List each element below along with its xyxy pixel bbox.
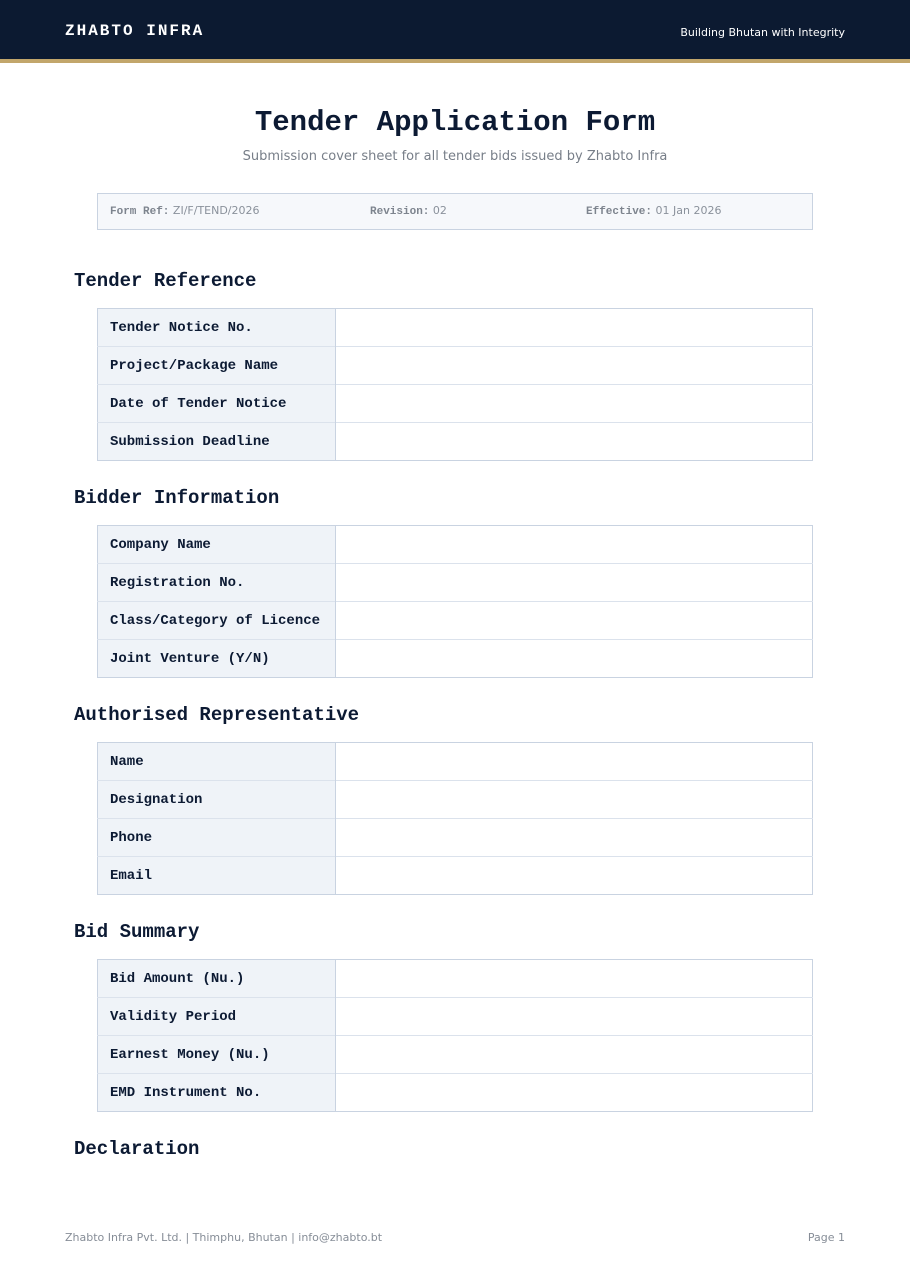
table-row — [98, 423, 813, 461]
earnest-money-field[interactable] — [336, 1036, 813, 1074]
table-row — [98, 960, 813, 998]
table-row — [98, 526, 813, 564]
form-ref-key: Form Ref: — [110, 206, 170, 218]
section-heading-authorised-representative: Authorised Representative — [74, 704, 360, 726]
table-row — [98, 743, 813, 781]
form-ref — [110, 204, 260, 218]
phone-field[interactable] — [336, 819, 813, 857]
page-title: Tender Application Form — [254, 106, 656, 139]
top-banner — [0, 0, 910, 63]
footer-company-info: Zhabto Infra Pvt. Ltd. | Thimphu, Bhutan | info@zhabto.bt — [65, 1231, 383, 1244]
table-row — [98, 640, 813, 678]
form-meta-bar — [97, 193, 813, 230]
project-package-name-field[interactable] — [336, 347, 813, 385]
table-row — [98, 781, 813, 819]
section-heading-declaration: Declaration — [74, 1138, 200, 1160]
licence-class-field[interactable] — [336, 602, 813, 640]
field-label: Validity Period — [98, 998, 336, 1036]
header-tagline: Building Bhutan with Integrity — [680, 26, 845, 39]
section-heading-bidder-information: Bidder Information — [74, 487, 280, 509]
table-row — [98, 819, 813, 857]
bidder-information-table — [97, 525, 813, 678]
bid-amount-field[interactable] — [336, 960, 813, 998]
brand-logo-text: ZHABTO INFRA — [65, 22, 205, 40]
table-row — [98, 1074, 813, 1112]
footer-page-number: Page 1 — [807, 1231, 845, 1244]
page-subtitle: Submission cover sheet for all tender bids issued by Zhabto Infra — [242, 149, 668, 164]
effective-value: 01 Jan 2026 — [655, 204, 722, 217]
designation-field[interactable] — [336, 781, 813, 819]
tender-notice-no-field[interactable] — [336, 309, 813, 347]
field-label: Company Name — [98, 526, 336, 564]
field-label: Name — [98, 743, 336, 781]
email-field[interactable] — [336, 857, 813, 895]
company-name-field[interactable] — [336, 526, 813, 564]
form-ref-value: ZI/F/TEND/2026 — [172, 204, 260, 217]
table-row — [98, 309, 813, 347]
field-label: Class/Category of Licence — [98, 602, 336, 640]
table-row — [98, 1036, 813, 1074]
table-row — [98, 564, 813, 602]
joint-venture-field[interactable] — [336, 640, 813, 678]
tender-reference-table — [97, 308, 813, 461]
field-label: Earnest Money (Nu.) — [98, 1036, 336, 1074]
effective-date — [586, 204, 721, 218]
field-label: Phone — [98, 819, 336, 857]
submission-deadline-field[interactable] — [336, 423, 813, 461]
field-label: Date of Tender Notice — [98, 385, 336, 423]
rep-name-field[interactable] — [336, 743, 813, 781]
validity-period-field[interactable] — [336, 998, 813, 1036]
table-row — [98, 857, 813, 895]
revision-value: 02 — [432, 204, 447, 217]
tender-notice-date-field[interactable] — [336, 385, 813, 423]
effective-key: Effective: — [586, 206, 653, 218]
field-label: Bid Amount (Nu.) — [98, 960, 336, 998]
registration-no-field[interactable] — [336, 564, 813, 602]
table-row — [98, 998, 813, 1036]
revision — [370, 204, 447, 218]
section-heading-tender-reference: Tender Reference — [74, 270, 257, 292]
field-label: Submission Deadline — [98, 423, 336, 461]
field-label: Email — [98, 857, 336, 895]
table-row — [98, 347, 813, 385]
table-row — [98, 602, 813, 640]
field-label: EMD Instrument No. — [98, 1074, 336, 1112]
field-label: Designation — [98, 781, 336, 819]
field-label: Registration No. — [98, 564, 336, 602]
field-label: Tender Notice No. — [98, 309, 336, 347]
authorised-representative-table — [97, 742, 813, 895]
section-heading-bid-summary: Bid Summary — [74, 921, 200, 943]
revision-key: Revision: — [370, 206, 430, 218]
bid-summary-table — [97, 959, 813, 1112]
field-label: Project/Package Name — [98, 347, 336, 385]
emd-instrument-no-field[interactable] — [336, 1074, 813, 1112]
field-label: Joint Venture (Y/N) — [98, 640, 336, 678]
table-row — [98, 385, 813, 423]
